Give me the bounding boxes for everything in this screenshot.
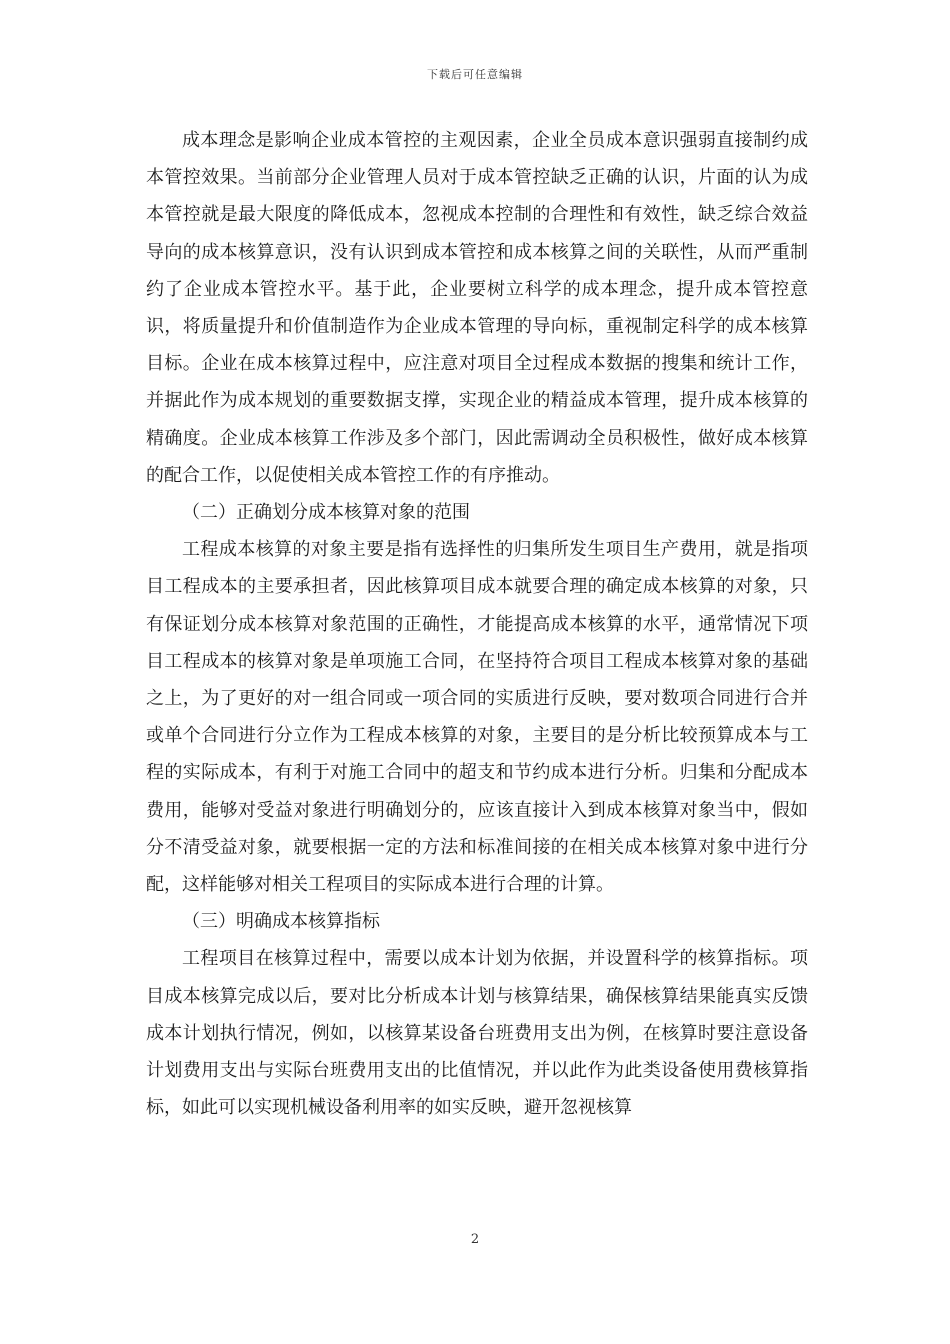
section-heading-2: （二）正确划分成本核算对象的范围	[182, 502, 470, 524]
paragraph-cost-object: 工程成本核算的对象主要是指有选择性的归集所发生项目生产费用，就是指项目工程成本的主要承担者，因此核算项目成本就要合理的确定成本核算的对象，只有保证划分成本核算对象范围的正确性，才能提高成本核算的水平，通常情况下项目工程成本的核算对象是单项施工合同，在坚持符合项目工程成本核算对象的基础之上，为了更好的对一组合同或一项合同的实质进行反映，要对数项合同进行合并或单个合同进行分立作为工程成本核算的对象，主要目的是分析比较预算成本与工程的实际成本，有利于对施工合同中的超支和节约成本进行分析。归集和分配成本费用，能够对受益对象进行明确划分的，应该直接计入到成本核算对象当中，假如分不清受益对象，就要根据一定的方法和标准间接的在相关成本核算对象中进行分配，这样能够对相关工程项目的实际成本进行合理的计算。	[146, 539, 808, 896]
paragraph-cost-concept: 成本理念是影响企业成本管控的主观因素，企业全员成本意识强弱直接制约成本管控效果。当前部分企业管理人员对于成本管控缺乏正确的认识，片面的认为成本管控就是最大限度的降低成本，忽视成本控制的合理性和有效性，缺乏综合效益导向的成本核算意识，没有认识到成本管控和成本核算之间的关联性，从而严重制约了企业成本管控水平。基于此，企业要树立科学的成本理念，提升成本管控意识，将质量提升和价值制造作为企业成本管理的导向标，重视制定科学的成本核算目标。企业在成本核算过程中，应注意对项目全过程成本数据的搜集和统计工作，并据此作为成本规划的重要数据支撑，实现企业的精益成本管理，提升成本核算的精确度。企业成本核算工作涉及多个部门，因此需调动全员积极性，做好成本核算的配合工作，以促使相关成本管控工作的有序推动。	[146, 130, 808, 486]
document-body	[146, 122, 808, 1126]
page-number: 2	[470, 1232, 480, 1247]
paragraph-cost-indicator: 工程项目在核算过程中，需要以成本计划为依据，并设置科学的核算指标。项目成本核算完成以后，要对比分析成本计划与核算结果，确保核算结果能真实反馈成本计划执行情况，例如，以核算某设备台班费用支出为例，在核算时要注意设备计划费用支出与实际台班费用支出的比值情况，并以此作为此类设备使用费核算指标，如此可以实现机械设备利用率的如实反映，避开忽视核算	[146, 948, 808, 1119]
section-heading-3: （三）明确成本核算指标	[182, 911, 380, 933]
page-header: 下载后可任意编辑	[427, 68, 523, 81]
